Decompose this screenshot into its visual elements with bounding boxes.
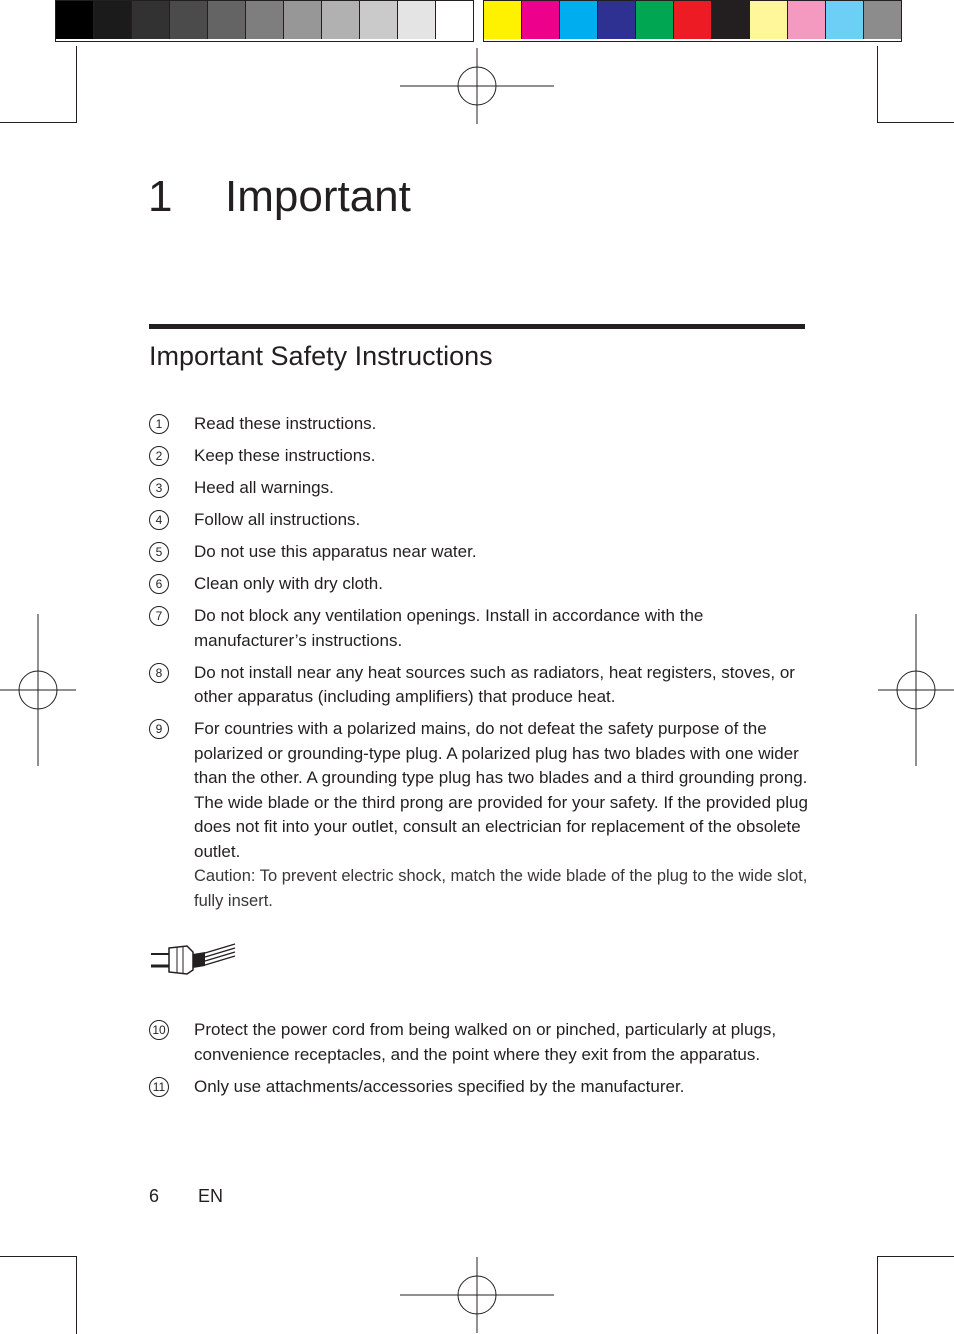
crop-mark bbox=[0, 1256, 77, 1257]
item-text: Do not use this apparatus near water. bbox=[194, 542, 477, 561]
item-text: Only use attachments/accessories specified by the manufacturer. bbox=[194, 1076, 685, 1096]
item-text: Clean only with dry cloth. bbox=[194, 574, 383, 593]
color-swatch bbox=[864, 1, 901, 39]
item-text: For countries with a polarized mains, do not defeat the safety purpose of the polarized or grounding-type plug. A polarized plug has two blades with one wider than the other. A grounding type plug has two blades and a third grounding prong. The wide blade or the third prong are provided for your safety. If the provided plug does not fit into your outlet, consult an electrician for replacement of the obsolete outlet. bbox=[194, 719, 808, 861]
color-swatch bbox=[170, 1, 208, 39]
list-item bbox=[149, 476, 809, 501]
polarized-plug-icon bbox=[147, 940, 239, 978]
color-swatch bbox=[750, 1, 788, 39]
crop-mark bbox=[877, 1256, 878, 1334]
color-swatch bbox=[826, 1, 864, 39]
color-swatch bbox=[284, 1, 322, 39]
color-swatch bbox=[436, 1, 473, 39]
page-number: 6 bbox=[149, 1186, 160, 1206]
crop-mark bbox=[76, 1256, 77, 1334]
list-item bbox=[149, 604, 809, 653]
registration-mark-icon bbox=[400, 48, 554, 124]
item-number-marker: 4 bbox=[149, 510, 169, 530]
item-text: Read these instructions. bbox=[194, 414, 377, 433]
list-item bbox=[149, 661, 809, 710]
color-swatch bbox=[712, 1, 750, 39]
item-text: Heed all warnings. bbox=[194, 478, 334, 497]
item-number-marker: 8 bbox=[149, 663, 169, 683]
crop-mark bbox=[877, 1256, 954, 1257]
registration-mark-icon bbox=[400, 1257, 554, 1333]
list-item bbox=[149, 412, 809, 437]
item-number-marker: 11 bbox=[149, 1077, 169, 1097]
list-item bbox=[149, 717, 809, 913]
list-item bbox=[149, 1075, 809, 1100]
item-text: Protect the power cord from being walked on or pinched, particularly at plugs, convenience receptacles, and the point where they exit from the apparatus. bbox=[194, 1020, 777, 1064]
color-swatch bbox=[484, 1, 522, 39]
list-item bbox=[149, 572, 809, 597]
list-item bbox=[149, 540, 809, 565]
color-swatch bbox=[360, 1, 398, 39]
grayscale-color-bar bbox=[55, 0, 474, 42]
color-swatch bbox=[322, 1, 360, 39]
item-number-marker: 7 bbox=[149, 606, 169, 626]
item-text: Keep these instructions. bbox=[194, 446, 376, 465]
list-item bbox=[149, 444, 809, 469]
item-text: Do not block any ventilation openings. Install in accordance with the manufacturer’s instructions. bbox=[194, 606, 704, 650]
list-item bbox=[149, 508, 809, 533]
color-swatch bbox=[132, 1, 170, 39]
color-swatch bbox=[246, 1, 284, 39]
process-color-bar bbox=[483, 0, 902, 42]
chapter-number: 1 bbox=[148, 172, 173, 221]
chapter-title: Important bbox=[225, 172, 411, 221]
instruction-list bbox=[149, 412, 809, 921]
item-text: Follow all instructions. bbox=[194, 510, 361, 529]
registration-mark-icon bbox=[878, 614, 954, 766]
chapter-heading bbox=[148, 172, 411, 222]
item-number-marker: 3 bbox=[149, 478, 169, 498]
section-rule bbox=[149, 324, 805, 329]
item-number-marker: 1 bbox=[149, 414, 169, 434]
item-number-marker: 2 bbox=[149, 446, 169, 466]
section-title: Important Safety Instructions bbox=[149, 341, 493, 371]
crop-mark bbox=[877, 122, 954, 123]
list-item bbox=[149, 1018, 809, 1067]
color-swatch bbox=[788, 1, 826, 39]
item-number-marker: 9 bbox=[149, 719, 169, 739]
color-swatch bbox=[94, 1, 132, 39]
caution-note: Caution: To prevent electric shock, match the wide blade of the plug to the wide slot, fully insert. bbox=[194, 867, 808, 910]
color-swatch bbox=[560, 1, 598, 39]
item-number-marker: 5 bbox=[149, 542, 169, 562]
color-swatch bbox=[398, 1, 436, 39]
registration-mark-icon bbox=[0, 614, 76, 766]
color-swatch bbox=[598, 1, 636, 39]
color-swatch bbox=[636, 1, 674, 39]
color-swatch bbox=[208, 1, 246, 39]
color-swatch bbox=[56, 1, 94, 39]
item-number-marker: 10 bbox=[149, 1020, 169, 1040]
language-code: EN bbox=[198, 1186, 224, 1206]
crop-mark bbox=[877, 46, 878, 123]
crop-mark bbox=[76, 46, 77, 123]
color-swatch bbox=[674, 1, 712, 39]
instruction-list-continued bbox=[149, 1018, 809, 1107]
item-number-marker: 6 bbox=[149, 574, 169, 594]
color-swatch bbox=[522, 1, 560, 39]
crop-mark bbox=[0, 122, 77, 123]
item-text: Do not install near any heat sources such as radiators, heat registers, stoves, or other apparatus (including amplifiers) that produce heat. bbox=[194, 662, 795, 706]
